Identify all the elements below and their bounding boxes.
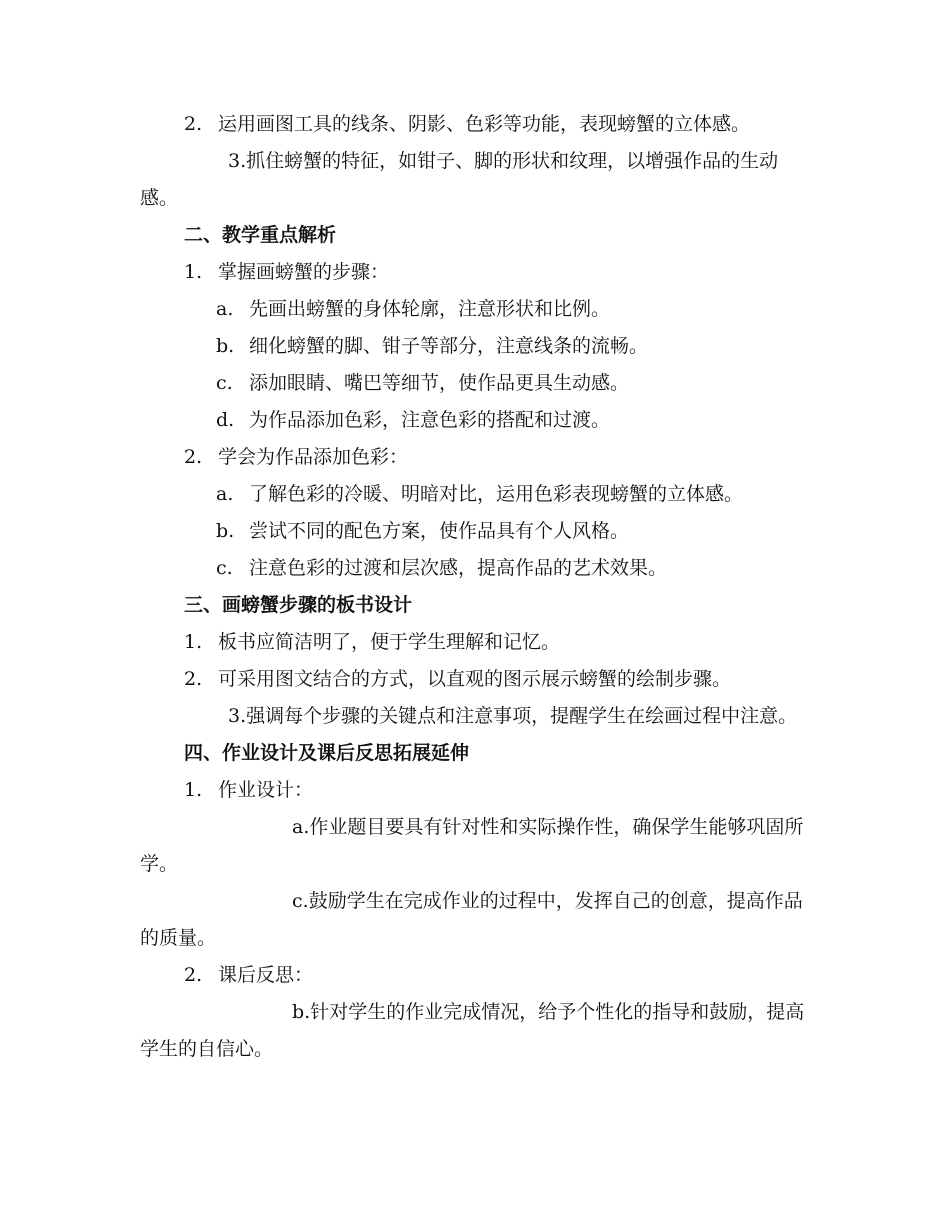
sub-list-item bbox=[140, 513, 808, 550]
list-letter: c. bbox=[216, 372, 233, 394]
sub-list-item bbox=[140, 365, 808, 402]
list-text: 可采用图文结合的方式，以直观的图示展示螃蟹的绘制步骤。 bbox=[218, 668, 732, 690]
list-text: 了解色彩的冷暖、明暗对比，运用色彩表现螃蟹的立体感。 bbox=[249, 483, 744, 505]
section-heading: 四、作业设计及课后反思拓展延伸 bbox=[184, 742, 470, 764]
list-item bbox=[140, 439, 808, 476]
list-text: 运用画图工具的线条、阴影、色彩等功能，表现螃蟹的立体感。 bbox=[218, 113, 751, 135]
list-letter: d. bbox=[216, 409, 235, 431]
list-text: 掌握画螃蟹的步骤： bbox=[218, 261, 390, 283]
list-text: 为作品添加色彩，注意色彩的搭配和过渡。 bbox=[249, 409, 611, 431]
list-item bbox=[140, 254, 808, 291]
list-item bbox=[140, 957, 808, 994]
list-letter: a. bbox=[216, 483, 234, 505]
list-number: 1. bbox=[184, 631, 203, 653]
section-heading: 二、教学重点解析 bbox=[184, 224, 337, 246]
list-item bbox=[140, 698, 808, 735]
section-heading: 三、画螃蟹步骤的板书设计 bbox=[184, 594, 413, 616]
list-number: 1. bbox=[184, 261, 203, 283]
list-letter: c. bbox=[292, 890, 309, 912]
sub-list-item bbox=[140, 809, 808, 883]
list-text: 强调每个步骤的关键点和注意事项，提醒学生在绘画过程中注意。 bbox=[246, 705, 798, 727]
list-letter: a. bbox=[216, 298, 234, 320]
list-letter: b. bbox=[216, 520, 235, 542]
list-text: 作业设计： bbox=[218, 779, 314, 801]
list-item bbox=[140, 106, 808, 143]
list-text: 板书应简洁明了，便于学生理解和记忆。 bbox=[218, 631, 561, 653]
list-letter: b. bbox=[216, 335, 235, 357]
list-number: 3. bbox=[228, 705, 247, 727]
list-item bbox=[140, 772, 808, 809]
list-letter: a. bbox=[292, 816, 310, 838]
list-text: 鼓励学生在完成作业的过程中，发挥自己的创意，提高作品的质量。 bbox=[140, 890, 803, 949]
list-number: 2. bbox=[184, 668, 203, 690]
sub-list-item bbox=[140, 476, 808, 513]
list-text: 尝试不同的配色方案，使作品具有个人风格。 bbox=[249, 520, 630, 542]
list-text: 注意色彩的过渡和层次感，提高作品的艺术效果。 bbox=[249, 557, 668, 579]
sub-list-item bbox=[140, 883, 808, 957]
sub-list-item bbox=[140, 994, 808, 1068]
sub-list-item bbox=[140, 328, 808, 365]
list-item bbox=[140, 624, 808, 661]
list-letter: b. bbox=[292, 1001, 311, 1023]
list-item bbox=[140, 661, 808, 698]
list-text: 先画出螃蟹的身体轮廓，注意形状和比例。 bbox=[249, 298, 611, 320]
list-number: 2. bbox=[184, 446, 203, 468]
list-letter: c. bbox=[216, 557, 233, 579]
document-body bbox=[140, 106, 808, 1068]
sub-list-item bbox=[140, 291, 808, 328]
list-text: 学会为作品添加色彩： bbox=[218, 446, 409, 468]
list-text: 细化螃蟹的脚、钳子等部分，注意线条的流畅。 bbox=[249, 335, 649, 357]
sub-list-item bbox=[140, 402, 808, 439]
list-text: 针对学生的作业完成情况，给予个性化的指导和鼓励，提高学生的自信心。 bbox=[140, 1001, 805, 1060]
list-text: 作业题目要具有针对性和实际操作性，确保学生能够巩固所学。 bbox=[140, 816, 804, 875]
list-number: 2. bbox=[184, 113, 203, 135]
list-number: 3. bbox=[228, 150, 247, 172]
list-text: 课后反思： bbox=[218, 964, 314, 986]
list-number: 1. bbox=[184, 779, 203, 801]
list-number: 2. bbox=[184, 964, 203, 986]
list-text: 添加眼睛、嘴巴等细节，使作品更具生动感。 bbox=[249, 372, 630, 394]
sub-list-item bbox=[140, 550, 808, 587]
list-text: 抓住螃蟹的特征，如钳子、脚的形状和纹理，以增强作品的生动感。 bbox=[140, 150, 779, 209]
list-item bbox=[140, 143, 808, 217]
